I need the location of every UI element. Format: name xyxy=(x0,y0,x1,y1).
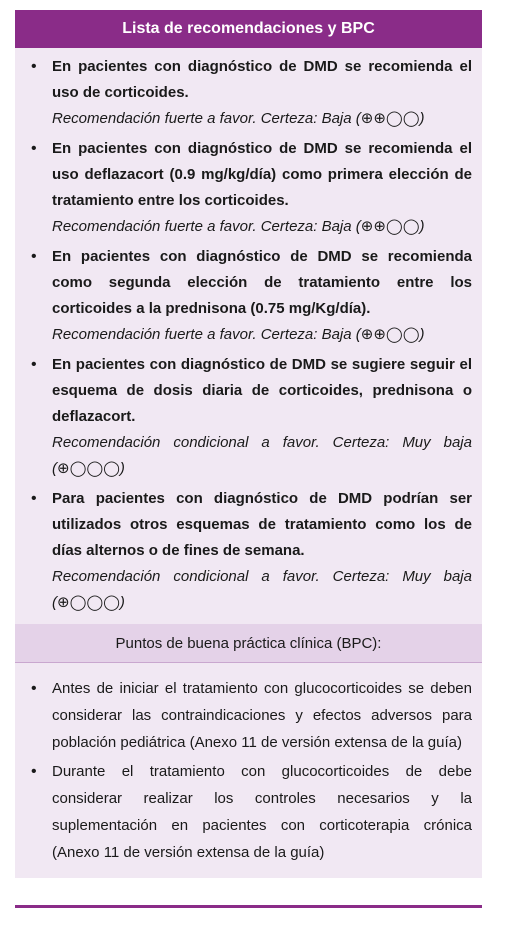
bpc-item xyxy=(25,675,472,756)
bullet-icon: • xyxy=(31,58,37,75)
recommendation-item xyxy=(25,136,472,240)
bpc-text: Antes de iniciar el tratamiento con glucocorticoides se deben considerar las contraindicaciones y efectos adversos para población pediátrica (Anexo 11 de versión extensa de la guía) xyxy=(52,680,472,751)
recommendation-text: En pacientes con diagnóstico de DMD se recomienda el uso de corticoides. xyxy=(52,58,472,101)
recommendation-grade: Recomendación condicional a favor. Certeza: Muy baja (⊕◯◯◯) xyxy=(52,434,472,477)
bottom-divider xyxy=(15,905,482,908)
bullet-icon: • xyxy=(31,490,37,507)
bpc-list xyxy=(25,675,472,866)
recommendation-text: En pacientes con diagnóstico de DMD se sugiere seguir el esquema de dosis diaria de corticoides, prednisona o deflazacort. xyxy=(52,356,472,425)
bpc-title: Puntos de buena práctica clínica (BPC): xyxy=(15,624,482,662)
bullet-icon: • xyxy=(31,140,37,157)
recommendation-grade: Recomendación condicional a favor. Certeza: Muy baja (⊕◯◯◯) xyxy=(52,568,472,611)
recommendation-text: Para pacientes con diagnóstico de DMD podrían ser utilizados otros esquemas de tratamiento como los de días alternos o de fines de semana. xyxy=(52,490,472,559)
box-title: Lista de recomendaciones y BPC xyxy=(15,10,482,48)
recommendations-list xyxy=(25,54,472,616)
bullet-icon: • xyxy=(31,356,37,373)
recommendation-item xyxy=(25,352,472,482)
bpc-section xyxy=(15,662,482,878)
recommendation-grade: Recomendación fuerte a favor. Certeza: Baja (⊕⊕◯◯) xyxy=(52,326,425,343)
recommendation-text: En pacientes con diagnóstico de DMD se recomienda el uso deflazacort (0.9 mg/kg/día) como primera elección de tratamiento entre los corticoides. xyxy=(52,140,472,209)
recommendations-box xyxy=(15,10,482,878)
recommendation-item xyxy=(25,244,472,348)
recommendation-grade: Recomendación fuerte a favor. Certeza: Baja (⊕⊕◯◯) xyxy=(52,218,425,235)
recommendation-item xyxy=(25,486,472,616)
recommendation-text: En pacientes con diagnóstico de DMD se recomienda como segunda elección de tratamiento entre los corticoides a la prednisona (0.75 mg/Kg/día). xyxy=(52,248,472,317)
bullet-icon: • xyxy=(31,680,37,697)
recommendation-grade: Recomendación fuerte a favor. Certeza: Baja (⊕⊕◯◯) xyxy=(52,110,425,127)
recommendations-section xyxy=(15,48,482,616)
bpc-item xyxy=(25,758,472,866)
bullet-icon: • xyxy=(31,763,37,780)
bullet-icon: • xyxy=(31,248,37,265)
bpc-text: Durante el tratamiento con glucocorticoides de debe considerar realizar los controles necesarios y la suplementación en pacientes con corticoterapia crónica (Anexo 11 de versión extensa de la guía) xyxy=(52,763,472,861)
recommendation-item xyxy=(25,54,472,132)
